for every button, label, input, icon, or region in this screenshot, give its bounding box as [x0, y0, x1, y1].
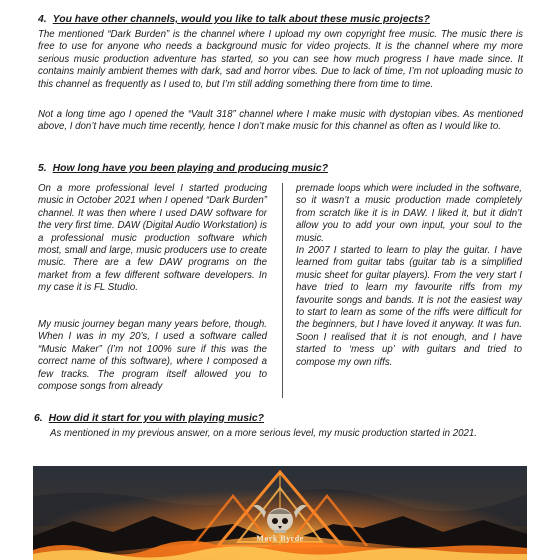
- section-4-heading: [38, 14, 430, 25]
- section-5-heading: [38, 163, 328, 174]
- section-6-answer: As mentioned in my previous answer, on a more serious level, my music production started in 2021.: [50, 428, 477, 439]
- section-6-heading: [34, 413, 264, 424]
- section-5-right-paragraph-2: In 2007 I started to learn to play the guitar. I have learned from guitar tabs (guitar tab is a simplified music sheet for guitar players). From the very start I have tried to learn my favourite riffs from my favourite songs and bands. It is not the easiest way to start to learn as some of the riffs were difficult for the beginners, but I have loved it anyway. It was fun. Soon I realised that it is not enough, and I have started to ‘mess up’ with guitars and tried to compose my own riffs.: [296, 245, 522, 368]
- section-5-question: How long have you been playing and producing music?: [52, 163, 329, 174]
- section-5-number: 5.: [38, 163, 47, 174]
- section-5-left-paragraph-2: My music journey began many years before, though. When I was in my 20’s, I used a software called “Music Maker” (I’m not 100% sure if this was the correct name of this software), where I composed a few tracks. The program itself allowed you to compose songs from already: [38, 319, 267, 393]
- section-4-number: 4.: [38, 14, 47, 25]
- section-4-question: You have other channels, would you like to talk about these music projects?: [52, 14, 430, 25]
- column-divider: [282, 183, 283, 398]
- section-5-left-paragraph-1: On a more professional level I started producing music in October 2021 when I opened “Dark Burden” channel. It was then where I used DAW software for the very first time. DAW (Digital Audio Workstation) is a professional music production software which most, small and large, music producers use to create music. There are a few DAW programs on the market from a few different software developers. In my case it is FL Studio.: [38, 183, 267, 294]
- banner-image: [33, 466, 527, 560]
- section-4-paragraph-1: The mentioned “Dark Burden” is the channel where I upload my own copyright free music. The music there is free to use for anyone who needs a background music for video projects. It is the channel where my more serious music production adventure has started, so you can see how much progress I have made since. It contains mainly ambient themes with dark, sad and horror vibes. Due to lack of time, I’m not uploading music to this channel as frequently as I used to, but I’m still adding something there from time to time.: [38, 29, 523, 90]
- section-4-paragraph-2: Not a long time ago I opened the “Vault 318” channel where I make music with dystopian vibes. As mentioned above, I don’t have much time recently, hence I don’t make music for this channel as often as I would like to.: [38, 109, 523, 133]
- banner-brand-text: Mørk Byrde: [256, 534, 304, 543]
- section-5-right-paragraph-1: premade loops which were included in the software, so it wasn’t a music production made completely from scratch like it is in DAW. I liked it, but it didn’t allow you to add your own input, your soul to the music.: [296, 183, 522, 244]
- section-6-number: 6.: [34, 413, 43, 424]
- banner-artwork: [33, 466, 527, 560]
- section-6-question: How did it start for you with playing music?: [48, 413, 264, 424]
